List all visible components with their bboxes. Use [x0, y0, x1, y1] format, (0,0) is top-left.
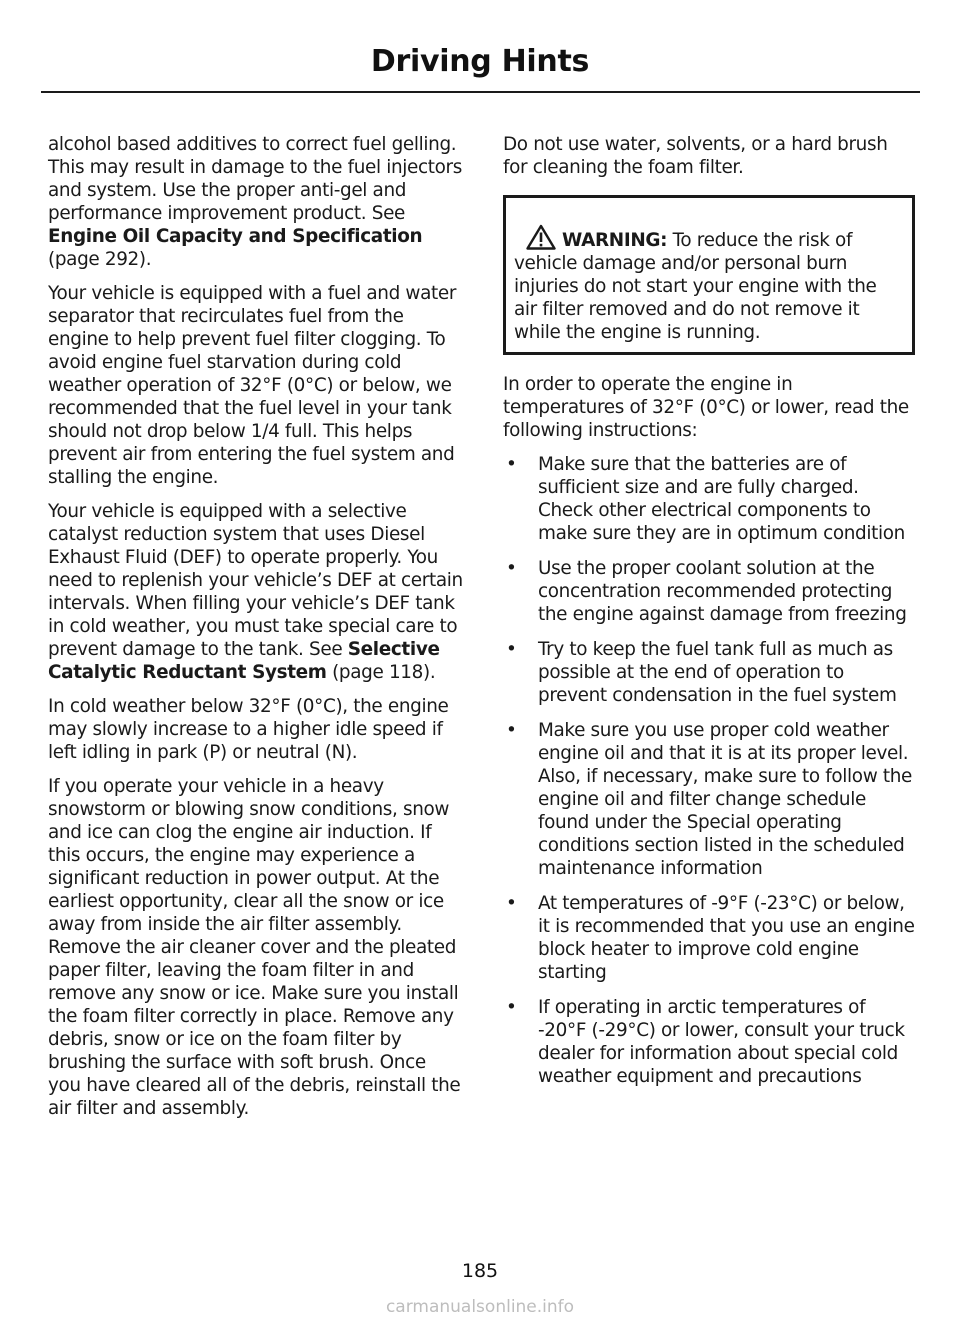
warning-triangle-icon — [526, 224, 556, 250]
list-item-text: Use the proper coolant solution at the concentration recommended protecting the engine against damage from freezing — [538, 558, 907, 625]
list-item — [503, 892, 915, 984]
list-item-text: Make sure that the batteries are of sufficient size and are fully charged. Check other electrical components to make sure they are in optimum condition — [538, 454, 905, 544]
paragraph-instructions-intro: In order to operate the engine in temperatures of 32°F (0°C) or lower, read the following instructions: — [503, 374, 909, 441]
paragraph-text: alcohol based additives to correct fuel gelling. This may result in damage to the fuel injectors and system. Use the proper anti-gel and performance improvement product. See — [48, 134, 462, 224]
paragraph-fuel-separator: Your vehicle is equipped with a fuel and water separator that recirculates fuel from the engine to help prevent fuel filter clogging. To avoid engine fuel starvation during cold weather operation of 32°F (0°C) or below, we recommended that the fuel level in your tank should not drop below 1/4 full. This helps prevent air from entering the fuel system and stalling the engine. — [48, 283, 457, 488]
bullet-glyph: • — [506, 558, 517, 579]
cross-reference-link[interactable]: Selective Catalytic Reductant System — [48, 639, 440, 683]
warning-label: WARNING: — [562, 230, 668, 251]
list-item — [503, 638, 915, 707]
page-reference: (page 118). — [326, 662, 436, 683]
list-item-text: At temperatures of -9°F (-23°C) or below, it is recommended that you use an engine block heater to improve cold engine starting — [538, 893, 915, 983]
instructions-list — [503, 453, 915, 1088]
cross-reference-link[interactable]: Engine Oil Capacity and Specification — [48, 226, 423, 247]
page-reference: (page 292). — [48, 249, 152, 270]
bullet-glyph: • — [506, 639, 517, 660]
list-item — [503, 996, 915, 1088]
list-item — [503, 453, 915, 545]
page-number: 185 — [461, 1260, 499, 1282]
list-item-text: If operating in arctic temperatures of -20°F (-29°C) or lower, consult your truck dealer for information about special cold weather equipment and precautions — [538, 997, 905, 1087]
warning-box — [503, 195, 915, 355]
warning-text: To reduce the risk of vehicle damage and/or personal burn injuries do not start your engine with the air filter removed and do not remove it while the engine is running. — [514, 230, 877, 343]
left-column — [48, 133, 463, 1131]
paragraph-anti-gel — [48, 133, 463, 271]
bullet-glyph: • — [506, 893, 517, 914]
list-item — [503, 557, 915, 626]
paragraph-foam-filter: Do not use water, solvents, or a hard brush for cleaning the foam filter. — [503, 134, 888, 178]
paragraph-text: Your vehicle is equipped with a selective catalyst reduction system that uses Diesel Exhaust Fluid (DEF) to operate properly. You need to replenish your vehicle’s DEF at certain intervals. When filling your vehicle’s DEF tank in cold weather, you must take special care to prevent damage to the tank. See — [48, 501, 463, 660]
paragraph-idle-speed: In cold weather below 32°F (0°C), the engine may slowly increase to a higher idle speed if left idling in park (P) or neutral (N). — [48, 696, 449, 763]
paragraph-def — [48, 500, 463, 684]
watermark[interactable]: carmanualsonline.info — [385, 1297, 575, 1317]
bullet-glyph: • — [506, 454, 517, 475]
bullet-glyph: • — [506, 997, 517, 1018]
right-column — [503, 133, 915, 1100]
list-item-text: Make sure you use proper cold weather engine oil and that it is at its proper level. Also, if necessary, make sure to follow the engine oil and filter change schedule found under the Special operating conditions section listed in the scheduled maintenance information — [538, 720, 913, 879]
list-item — [503, 719, 915, 880]
bullet-glyph: • — [506, 720, 517, 741]
paragraph-snowstorm: If you operate your vehicle in a heavy snowstorm or blowing snow conditions, snow and ice can clog the engine air induction. If this occurs, the engine may experience a significant reduction in power output. At the earliest opportunity, clear all the snow or ice away from inside the air filter assembly. Remove the air cleaner cover and the pleated paper filter, leaving the foam filter in and remove any snow or ice. Make sure you install the foam filter correctly in place. Remove any debris, snow or ice on the foam filter by brushing the surface with soft brush. Once you have cleared all of the debris, reinstall the air filter and assembly. — [48, 776, 461, 1119]
page-title: Driving Hints — [370, 44, 590, 79]
list-item-text: Try to keep the fuel tank full as much as possible at the end of operation to prevent condensation in the fuel system — [538, 639, 897, 706]
header-divider — [41, 91, 920, 93]
